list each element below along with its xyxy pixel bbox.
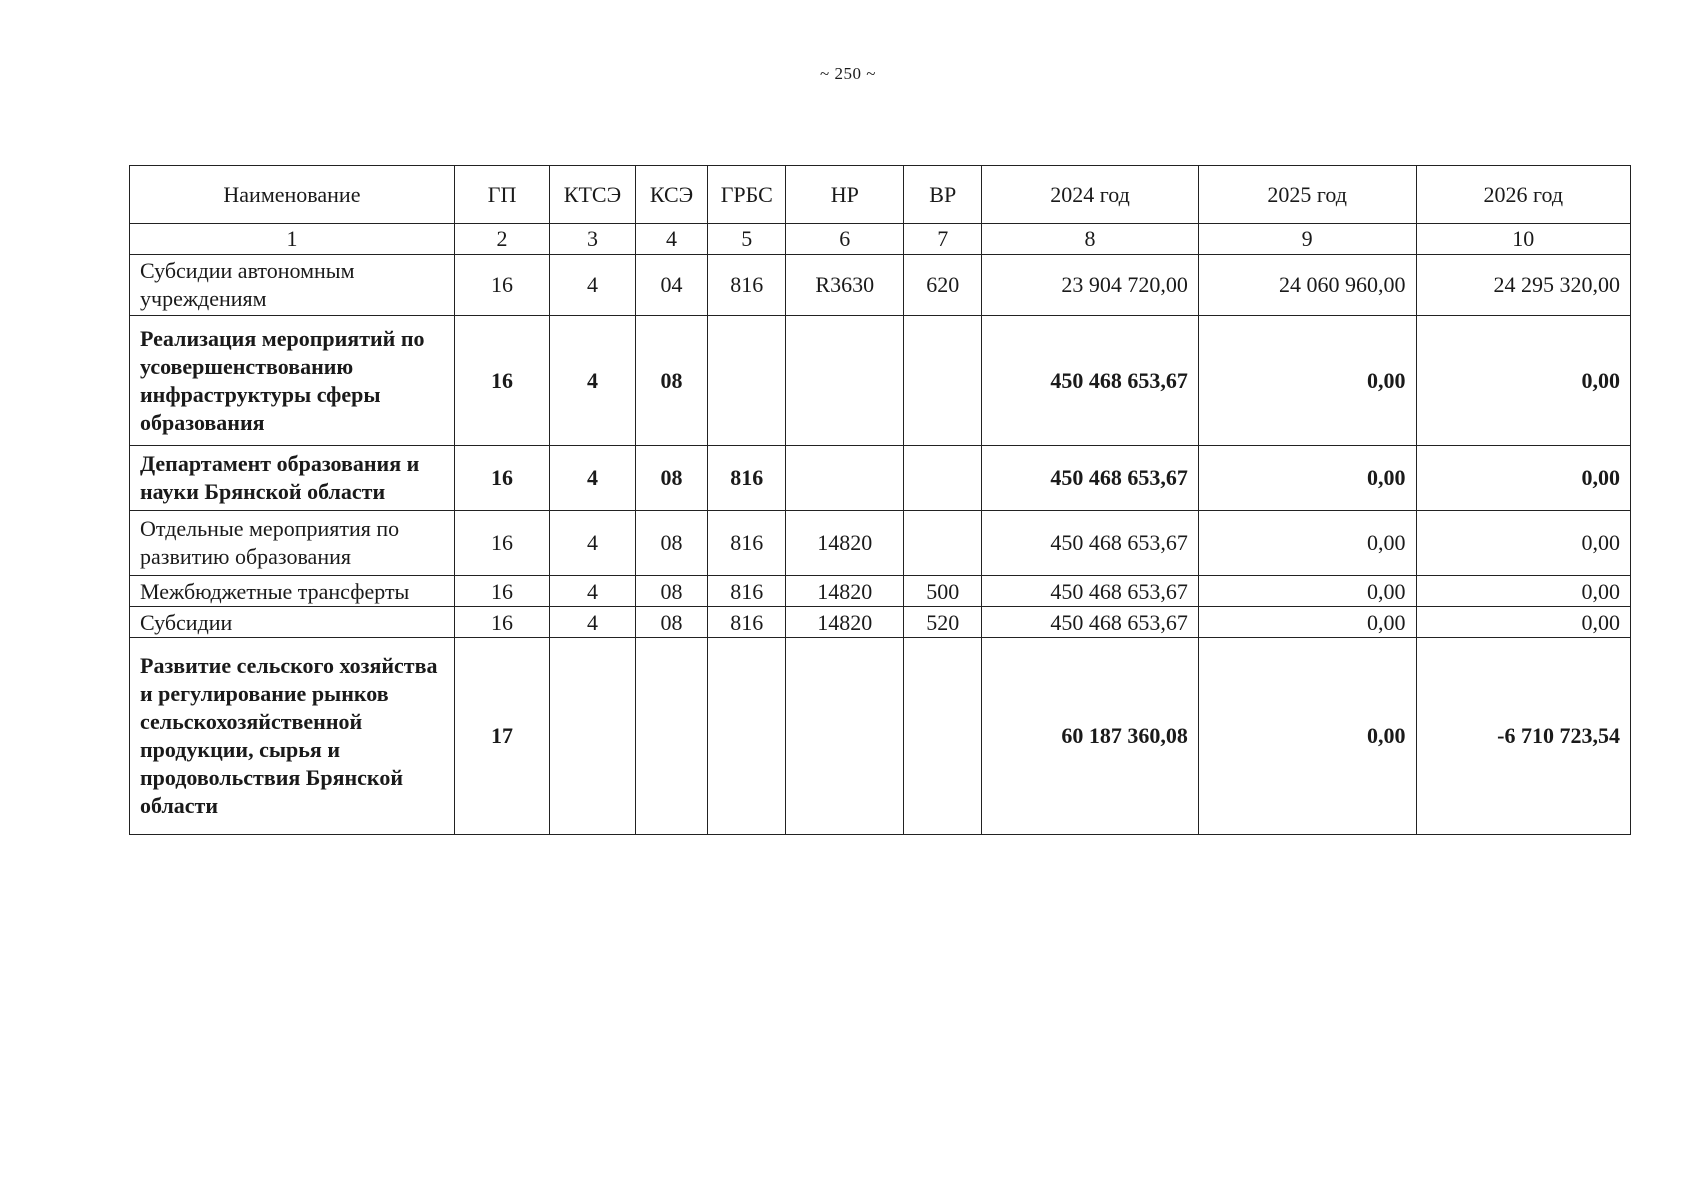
row-2024: 23 904 720,00 <box>982 255 1199 316</box>
row-vr <box>904 638 982 835</box>
column-number: 9 <box>1198 224 1416 255</box>
row-grbs: 816 <box>708 576 786 607</box>
row-ktse: 4 <box>550 576 636 607</box>
row-gp: 16 <box>454 446 549 511</box>
row-vr <box>904 446 982 511</box>
column-number-row <box>130 224 1631 255</box>
row-name: Субсидии автономным учреждениям <box>130 255 455 316</box>
table-row <box>130 576 1631 607</box>
row-2024: 450 468 653,67 <box>982 576 1199 607</box>
row-vr <box>904 511 982 576</box>
row-ktse: 4 <box>550 607 636 638</box>
column-number: 6 <box>786 224 904 255</box>
row-2026: 0,00 <box>1416 511 1630 576</box>
row-gp: 16 <box>454 576 549 607</box>
header-cell-ktse: КТСЭ <box>550 166 636 224</box>
column-number: 5 <box>708 224 786 255</box>
row-gp: 16 <box>454 511 549 576</box>
row-name: Департамент образования и науки Брянской области <box>130 446 455 511</box>
column-number: 1 <box>130 224 455 255</box>
row-2026: 0,00 <box>1416 446 1630 511</box>
row-2025: 0,00 <box>1198 446 1416 511</box>
row-2025: 0,00 <box>1198 576 1416 607</box>
table-row <box>130 511 1631 576</box>
column-number: 10 <box>1416 224 1630 255</box>
row-2024: 450 468 653,67 <box>982 446 1199 511</box>
row-2025: 0,00 <box>1198 607 1416 638</box>
row-nr <box>786 316 904 446</box>
row-ktse <box>550 638 636 835</box>
row-name: Развитие сельского хозяйства и регулирование рынков сельскохозяйственной продукции, сырья и продовольствия Брянской области <box>130 638 455 835</box>
row-ktse: 4 <box>550 511 636 576</box>
row-kse: 08 <box>635 446 708 511</box>
budget-table <box>129 165 1631 835</box>
row-grbs: 816 <box>708 255 786 316</box>
row-gp: 16 <box>454 255 549 316</box>
row-2026: -6 710 723,54 <box>1416 638 1630 835</box>
row-name: Отдельные мероприятия по развитию образования <box>130 511 455 576</box>
row-2025: 0,00 <box>1198 511 1416 576</box>
row-ktse: 4 <box>550 255 636 316</box>
row-grbs: 816 <box>708 511 786 576</box>
column-number: 8 <box>982 224 1199 255</box>
row-2024: 450 468 653,67 <box>982 511 1199 576</box>
row-nr: 14820 <box>786 576 904 607</box>
row-grbs <box>708 638 786 835</box>
row-ktse: 4 <box>550 316 636 446</box>
header-cell-name: Наименование <box>130 166 455 224</box>
header-cell-vr: ВР <box>904 166 982 224</box>
row-vr: 520 <box>904 607 982 638</box>
header-cell-2025: 2025 год <box>1198 166 1416 224</box>
row-2026: 0,00 <box>1416 576 1630 607</box>
row-2025: 24 060 960,00 <box>1198 255 1416 316</box>
row-vr <box>904 316 982 446</box>
row-nr <box>786 446 904 511</box>
row-kse: 08 <box>635 576 708 607</box>
row-name: Реализация мероприятий по усовершенствованию инфраструктуры сферы образования <box>130 316 455 446</box>
page-number: ~ 250 ~ <box>820 64 876 83</box>
header-cell-2024: 2024 год <box>982 166 1199 224</box>
row-grbs: 816 <box>708 446 786 511</box>
column-number: 2 <box>454 224 549 255</box>
row-grbs: 816 <box>708 607 786 638</box>
row-gp: 17 <box>454 638 549 835</box>
row-2025: 0,00 <box>1198 316 1416 446</box>
header-cell-grbs: ГРБС <box>708 166 786 224</box>
row-kse: 08 <box>635 316 708 446</box>
row-gp: 16 <box>454 316 549 446</box>
row-2025: 0,00 <box>1198 638 1416 835</box>
table-row <box>130 638 1631 835</box>
row-grbs <box>708 316 786 446</box>
header-cell-nr: НР <box>786 166 904 224</box>
row-vr: 500 <box>904 576 982 607</box>
row-kse <box>635 638 708 835</box>
column-number: 4 <box>635 224 708 255</box>
table-row <box>130 255 1631 316</box>
column-number: 3 <box>550 224 636 255</box>
table-row <box>130 446 1631 511</box>
table-row <box>130 316 1631 446</box>
column-number: 7 <box>904 224 982 255</box>
row-2026: 0,00 <box>1416 316 1630 446</box>
row-2024: 60 187 360,08 <box>982 638 1199 835</box>
header-cell-gp: ГП <box>454 166 549 224</box>
row-kse: 08 <box>635 511 708 576</box>
row-kse: 04 <box>635 255 708 316</box>
header-cell-kse: КСЭ <box>635 166 708 224</box>
header-cell-2026: 2026 год <box>1416 166 1630 224</box>
row-2024: 450 468 653,67 <box>982 607 1199 638</box>
row-name: Субсидии <box>130 607 455 638</box>
row-nr <box>786 638 904 835</box>
row-2024: 450 468 653,67 <box>982 316 1199 446</box>
row-2026: 24 295 320,00 <box>1416 255 1630 316</box>
row-gp: 16 <box>454 607 549 638</box>
row-nr: R3630 <box>786 255 904 316</box>
row-2026: 0,00 <box>1416 607 1630 638</box>
row-ktse: 4 <box>550 446 636 511</box>
row-name: Межбюджетные трансферты <box>130 576 455 607</box>
table-row <box>130 607 1631 638</box>
row-nr: 14820 <box>786 511 904 576</box>
header-row <box>130 166 1631 224</box>
row-kse: 08 <box>635 607 708 638</box>
row-nr: 14820 <box>786 607 904 638</box>
row-vr: 620 <box>904 255 982 316</box>
